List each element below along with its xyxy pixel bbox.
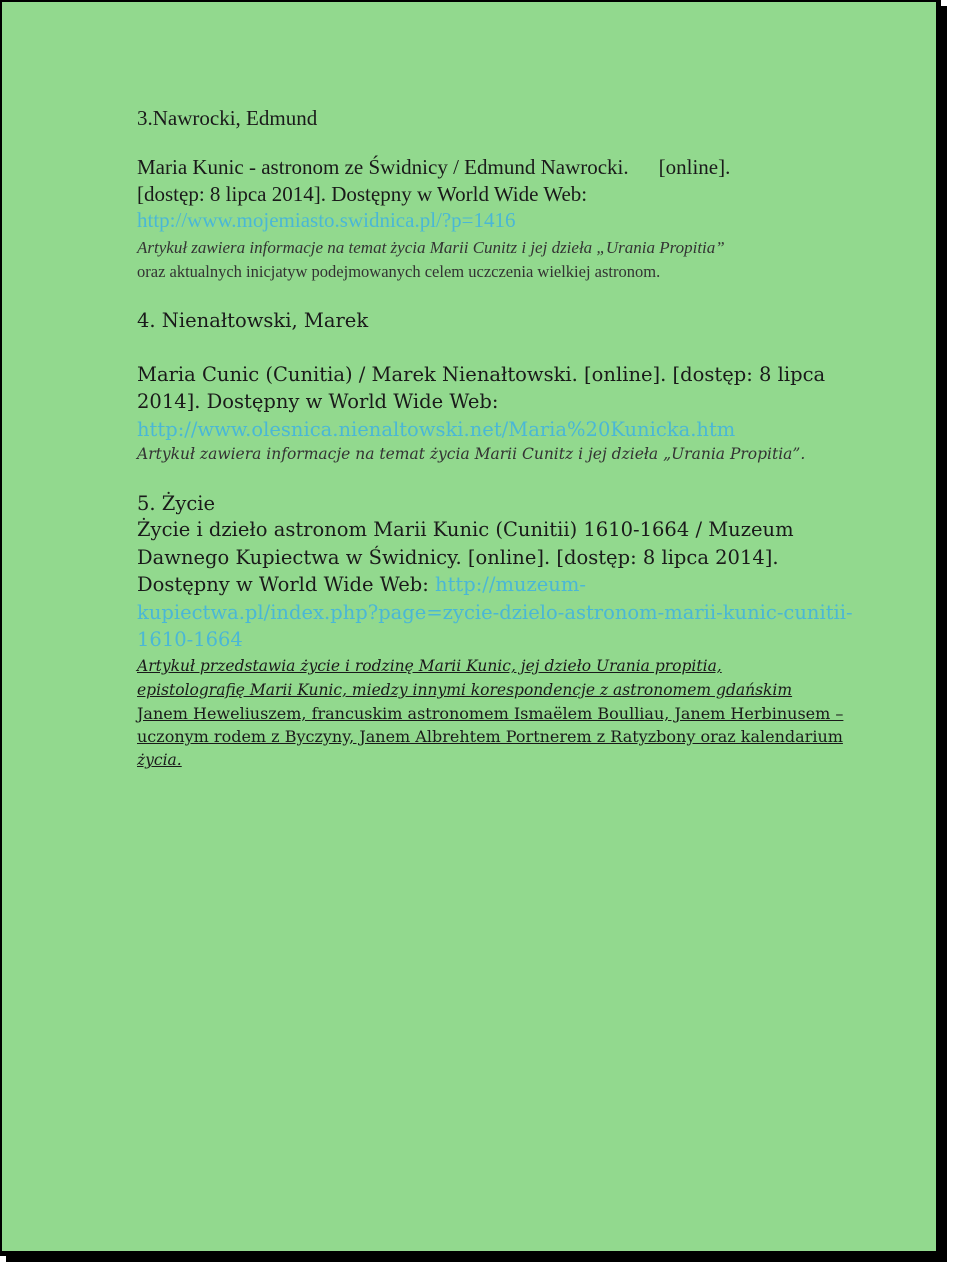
entry-5-description-line-2: epistolografię Marii Kunic, miedzy innymi korespondencje z astronomem gdańskim bbox=[137, 681, 793, 699]
entry-5-url-link-part-3[interactable]: 1610-1664 bbox=[137, 628, 243, 651]
entry-3-citation-line-2: [dostęp: 8 lipca 2014]. Dostępny w World Wide Web: bbox=[137, 182, 588, 206]
entry-5-description-line-5: życia. bbox=[137, 751, 182, 769]
entry-4-url-link[interactable]: http://www.olesnica.nienaltowski.net/Maria%20Kunicka.htm bbox=[137, 418, 736, 441]
entry-5-citation-line-3 bbox=[137, 573, 586, 596]
entry-5-description-line-3: Janem Heweliuszem, francuskim astronomem Ismaëlem Boulliau, Janem Herbinusem – bbox=[137, 704, 844, 723]
entry-3-citation-text: Maria Kunic - astronom ze Świdnicy / Edmund Nawrocki. bbox=[137, 155, 629, 179]
entry-3-online-label: [online]. bbox=[658, 155, 731, 179]
entry-3-description-line-2: oraz aktualnych inicjatyw podejmowanych celem uczczenia wielkiej astronom. bbox=[137, 262, 661, 281]
entry-3-citation-line-1 bbox=[137, 155, 730, 180]
entry-4-description: Artykuł zawiera informacje na temat życia Marii Cunitz i jej dzieła „Urania Propitia”. bbox=[137, 445, 806, 463]
entry-5-url-link-part-1[interactable]: http://muzeum- bbox=[435, 573, 586, 596]
entry-4-citation-line-2: 2014]. Dostępny w World Wide Web: bbox=[137, 390, 499, 413]
entry-4-citation-line-1: Maria Cunic (Cunitia) / Marek Nienałtowski. [online]. [dostęp: 8 lipca bbox=[137, 363, 826, 386]
entry-5-url-link-part-2[interactable]: kupiectwa.pl/index.php?page=zycie-dzielo-astronom-marii-kunic-cunitii- bbox=[137, 601, 853, 624]
entry-5-description-line-1: Artykuł przedstawia życie i rodzinę Marii Kunic, jej dzieło Urania propitia, bbox=[137, 657, 722, 675]
entry-3-heading: 3.Nawrocki, Edmund bbox=[137, 106, 318, 130]
entry-4-heading: 4. Nienałtowski, Marek bbox=[137, 309, 369, 332]
entry-5-citation-line-1: Życie i dzieło astronom Marii Kunic (Cunitii) 1610-1664 / Muzeum bbox=[137, 518, 794, 541]
entry-3-url-link[interactable]: http://www.mojemiasto.swidnica.pl/?p=1416 bbox=[137, 208, 516, 232]
entry-5-available-label: Dostępny w World Wide Web: bbox=[137, 573, 429, 596]
entry-5-citation-line-2: Dawnego Kupiectwa w Świdnicy. [online]. [dostęp: 8 lipca 2014]. bbox=[137, 546, 779, 569]
entry-5-heading: 5. Życie bbox=[137, 492, 216, 515]
entry-3-description-line-1: Artykuł zawiera informacje na temat życia Marii Cunitz i jej dzieła „Urania Propitia” bbox=[137, 238, 725, 257]
entry-5-description-line-4: uczonym rodem z Byczyny, Janem Albrehtem Portnerem z Ratyzbony oraz kalendarium bbox=[137, 727, 843, 746]
